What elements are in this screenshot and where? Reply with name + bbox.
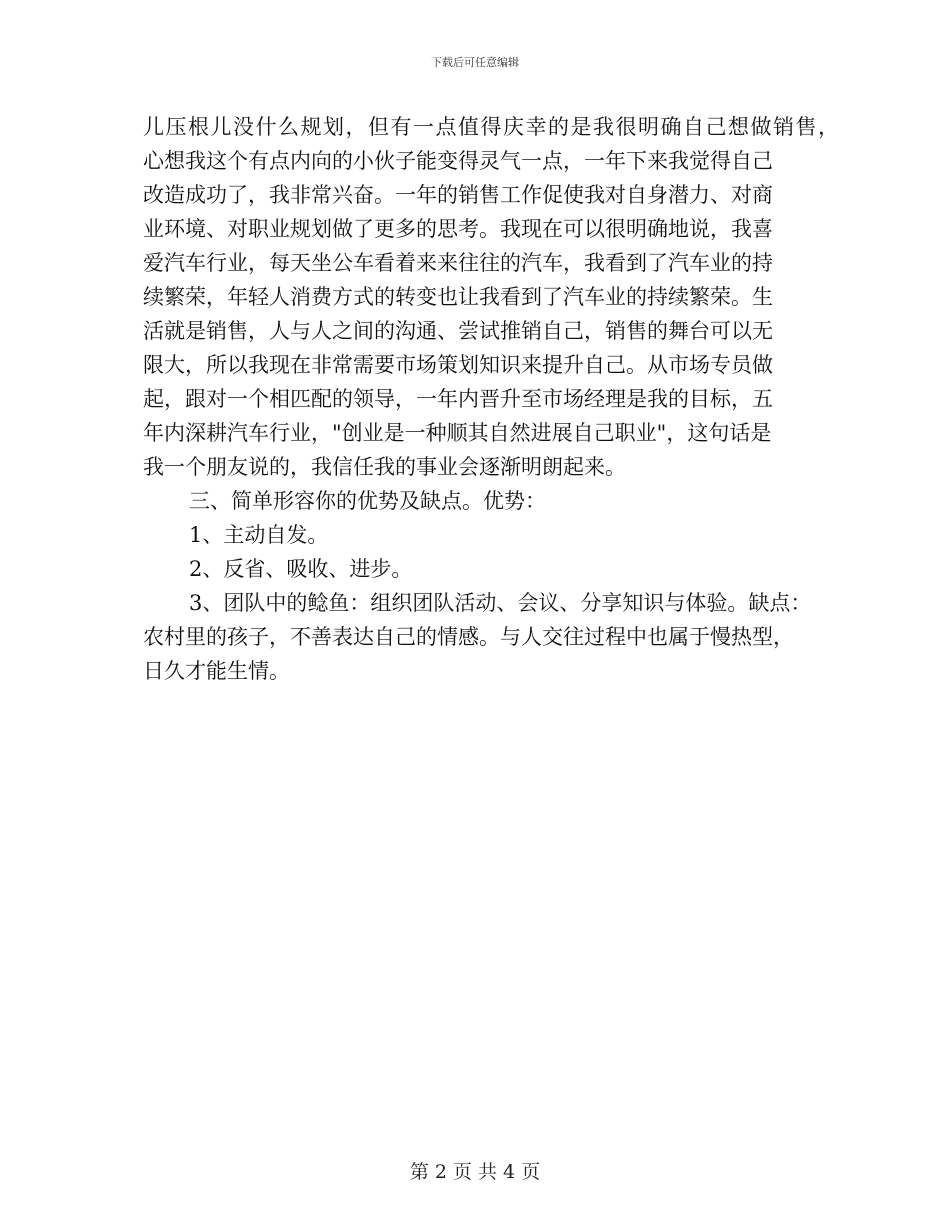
paragraph-line: 活就是销售，人与人之间的沟通、尝试推销自己，销售的舞台可以无: [143, 319, 773, 343]
list-item-continuation: 日久才能生情。: [143, 659, 290, 683]
paragraph-line: 起，跟对一个相匹配的领导，一年内晋升至市场经理是我的目标，五: [143, 387, 773, 411]
paragraph-line: 心想我这个有点内向的小伙子能变得灵气一点，一年下来我觉得自己: [143, 149, 773, 173]
paragraph-line: 儿压根儿没什么规划，但有一点值得庆幸的是我很明确自己想做销售，: [143, 115, 841, 139]
paragraph-line: 续繁荣，年轻人消费方式的转变也让我看到了汽车业的持续繁荣。生: [143, 285, 773, 309]
paragraph-line: 年内深耕汽车行业，"创业是一种顺其自然进展自己职业"，这句话是: [143, 421, 772, 445]
paragraph-line: 改造成功了，我非常兴奋。一年的销售工作促使我对自身潜力、对商: [143, 183, 773, 207]
page-number: 第 2 页 共 4 页: [409, 1161, 541, 1183]
paragraph-line: 业环境、对职业规划做了更多的思考。我现在可以很明确地说，我喜: [143, 217, 773, 241]
list-item-continuation: 农村里的孩子，不善表达自己的情感。与人交往过程中也属于慢热型，: [143, 625, 794, 649]
list-item: 3、团队中的鲶鱼：组织团队活动、会议、分享知识与体验。缺点：: [189, 591, 812, 615]
paragraph-line: 我一个朋友说的，我信任我的事业会逐渐明朗起来。: [143, 455, 626, 479]
paragraph-line: 限大，所以我现在非常需要市场策划知识来提升自己。从市场专员做: [143, 353, 773, 377]
page-header: 下载后可任意编辑: [431, 56, 519, 69]
list-item: 2、反省、吸收、进步。: [189, 557, 413, 581]
section-heading: 三、简单形容你的优势及缺点。优势：: [189, 489, 546, 513]
document-body: [143, 110, 841, 688]
paragraph-line: 爱汽车行业，每天坐公车看着来来往往的汽车，我看到了汽车业的持: [143, 251, 773, 275]
list-item: 1、主动自发。: [189, 523, 329, 547]
